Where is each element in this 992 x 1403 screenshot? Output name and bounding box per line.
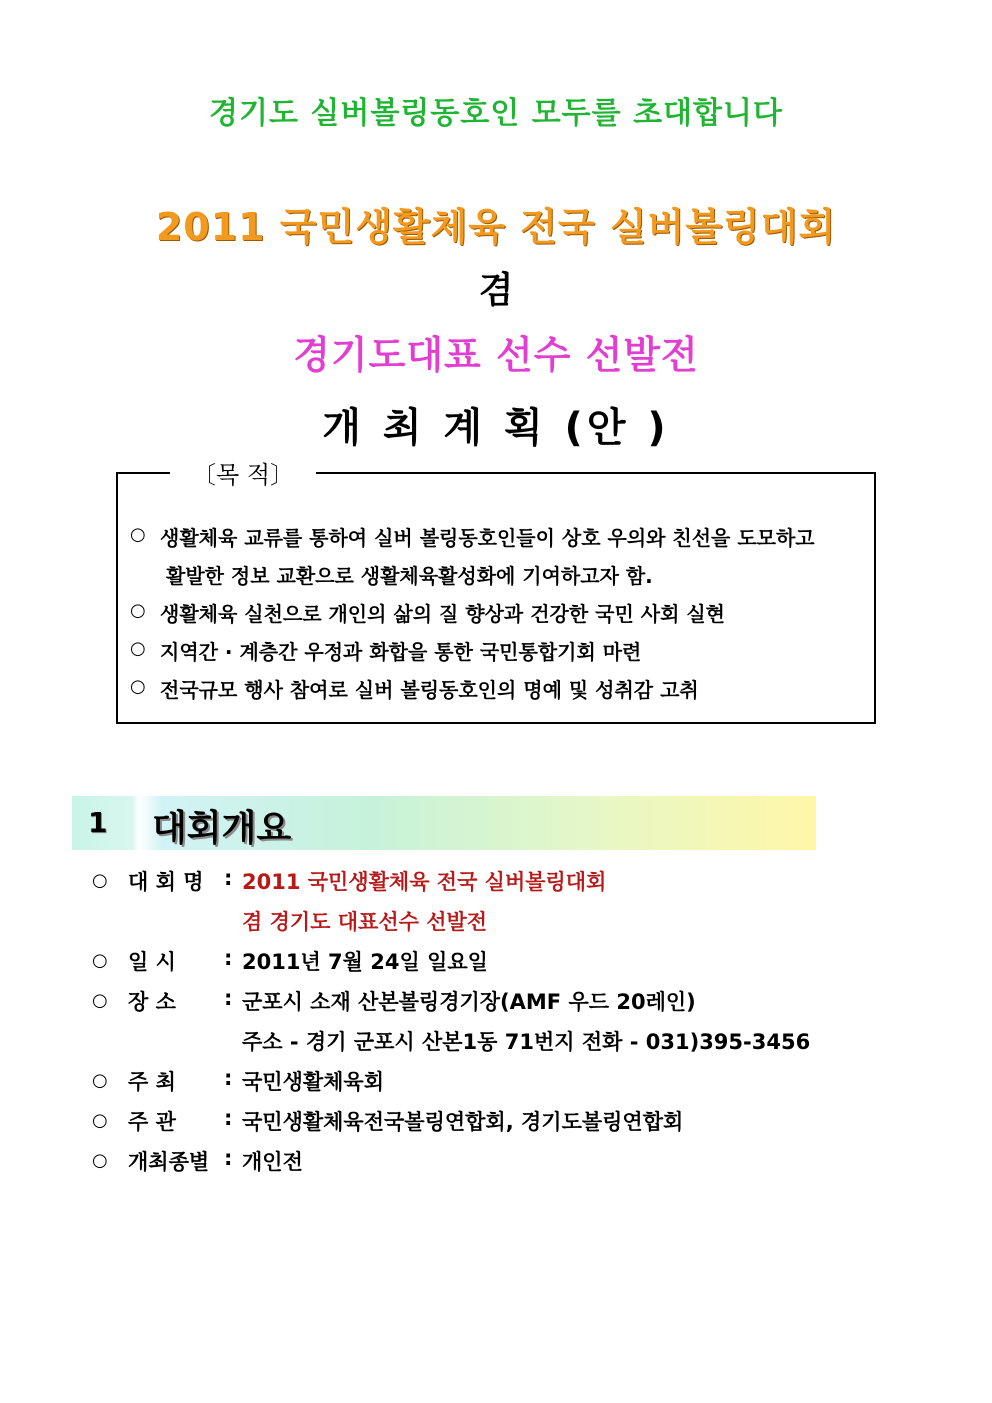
event-title: 2011 국민생활체육 전국 실버볼링대회 [155,205,837,249]
section-number: 1 [88,806,108,839]
row-value: 국민생활체육전국볼링연합회, 경기도볼링연합회 [242,1110,684,1134]
row-label: 주 최 [128,1070,176,1094]
circle-bullet-icon: ○ [130,638,146,659]
overview-row-continuation [92,906,912,946]
purpose-item-text: 생활체육 교류를 통하여 실버 볼링동호인들이 상호 우의와 친선을 도모하고 [160,526,815,550]
purpose-item-text: 생활체육 실천으로 개인의 삶의 질 향상과 건강한 국민 사회 실현 [160,602,725,626]
purpose-item-text: 지역간 · 계층간 우정과 화합을 통한 국민통합기회 마련 [160,640,642,664]
overview-row-host [92,1066,912,1106]
circle-bullet-icon: ○ [92,990,108,1011]
row-value: 개인전 [242,1150,303,1174]
row-colon: : [224,1146,233,1170]
row-colon: : [224,1066,233,1090]
row-colon: : [224,1106,233,1130]
overview-row-organizer [92,1106,912,1146]
row-value: 겸 경기도 대표선수 선발전 [242,910,488,934]
row-label: 대 회 명 [128,870,204,894]
overview-row-continuation [92,1026,912,1066]
purpose-item [130,522,870,560]
row-label: 개최종별 [128,1150,210,1174]
event-title-conjunction: 겸 [478,270,514,311]
purpose-list [130,522,870,712]
purpose-item-text: 전국규모 행사 참여로 실버 볼링동호인의 명예 및 성취감 고취 [160,678,699,702]
invitation-heading: 경기도 실버볼링동호인 모두를 초대합니다 [209,96,783,131]
row-label: 주 관 [128,1110,176,1134]
circle-bullet-icon: ○ [130,600,146,621]
row-colon: : [224,866,233,890]
row-value: 국민생활체육회 [242,1070,385,1094]
circle-bullet-icon: ○ [92,950,108,971]
circle-bullet-icon: ○ [92,1150,108,1171]
row-colon: : [224,946,233,970]
row-colon: : [224,986,233,1010]
circle-bullet-icon: ○ [92,1070,108,1091]
overview-row-venue [92,986,912,1026]
circle-bullet-icon: ○ [92,1110,108,1131]
purpose-item [130,636,870,674]
row-label: 일 시 [128,950,176,974]
row-value: 주소 - 경기 군포시 산본1동 71번지 전화 - 031)395-3456 [242,1030,811,1054]
plan-title: 개 최 계 획 (안 ) [322,405,670,451]
overview-row-date [92,946,912,986]
section-title: 대회개요 [152,808,292,849]
circle-bullet-icon: ○ [130,676,146,697]
circle-bullet-icon: ○ [130,524,146,545]
overview-list [92,866,912,1186]
row-value: 군포시 소재 산본볼링경기장(AMF 우드 20레인) [242,990,696,1014]
overview-row-event-name [92,866,912,906]
purpose-legend: 〔목 적〕 [170,455,316,490]
row-value: 2011 국민생활체육 전국 실버볼링대회 [242,870,607,894]
overview-row-category [92,1146,912,1186]
circle-bullet-icon: ○ [92,870,108,891]
purpose-item-text: 활발한 정보 교환으로 생활체육활성화에 기여하고자 함. [166,564,653,588]
row-value: 2011년 7월 24일 일요일 [242,950,488,974]
event-subtitle: 경기도대표 선수 선발전 [293,333,699,377]
purpose-item [130,674,870,712]
purpose-item-continuation [130,560,870,598]
row-label: 장 소 [128,990,176,1014]
purpose-item [130,598,870,636]
